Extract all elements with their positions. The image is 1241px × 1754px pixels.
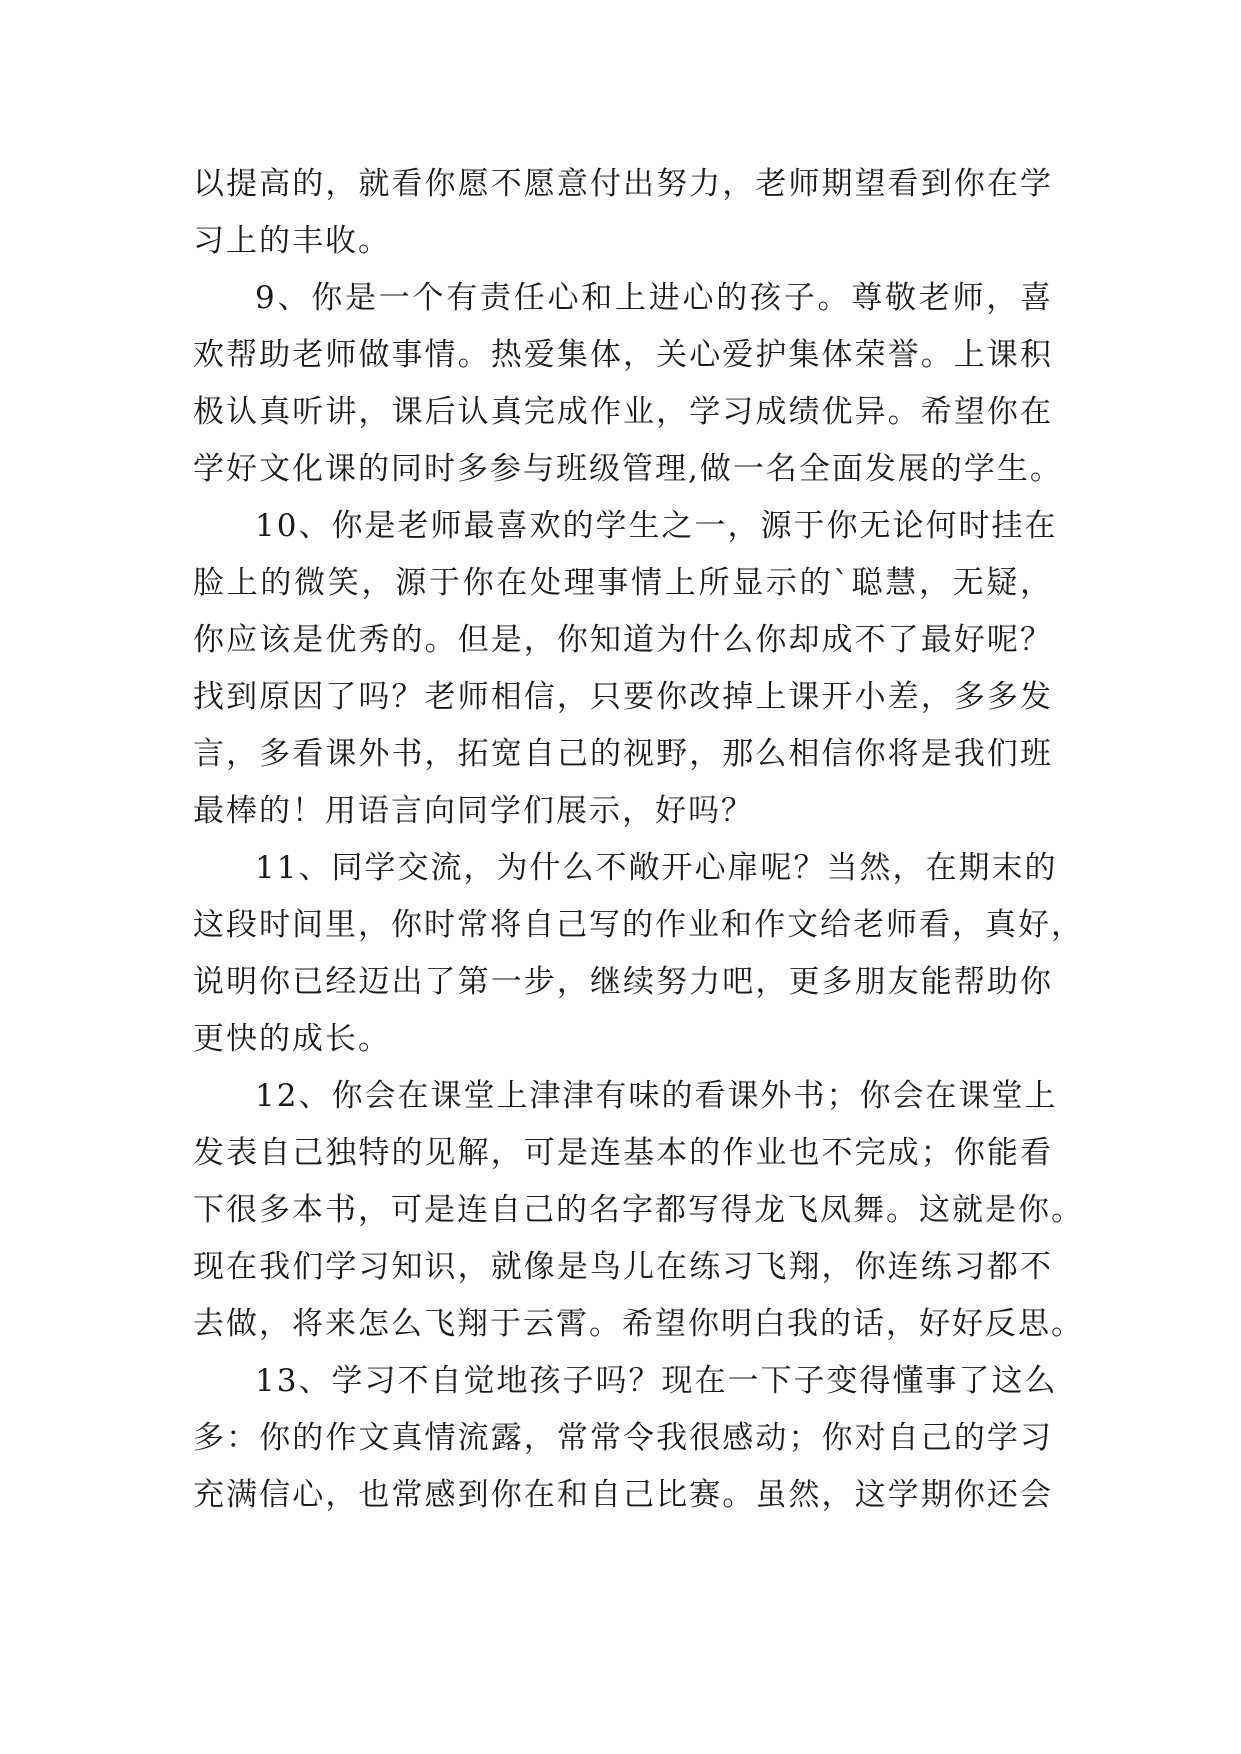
text-line: 欢帮助老师做事情。热爱集体，关心爱护集体荣誉。上课积 [193, 337, 1053, 373]
text-line: 去做，将来怎么飞翔于云霄。希望你明白我的话，好好反思。 [193, 1306, 1084, 1342]
text-line: 说明你已经迈出了第一步，继续努力吧，更多朋友能帮助你 [193, 964, 1053, 1000]
document-body [193, 156, 1084, 1524]
text-line: 学好文化课的同时多参与班级管理,做一名全面发展的学生。 [193, 451, 1063, 487]
text-line: 现在我们学习知识，就像是鸟儿在练习飞翔，你连练习都不 [193, 1249, 1053, 1285]
text-line: 最棒的！用语言向同学们展示，好吗？ [193, 793, 754, 829]
text-line: 更快的成长。 [193, 1021, 391, 1057]
text-line: 下很多本书，可是连自己的名字都写得龙飞凤舞。这就是你。 [193, 1192, 1084, 1228]
text-line: 极认真听讲，课后认真完成作业，学习成绩优异。希望你在 [193, 394, 1053, 430]
text-line: 你应该是优秀的。但是，你知道为什么你却成不了最好呢？ [193, 622, 1053, 658]
text-line: 发表自己独特的见解，可是连基本的作业也不完成；你能看 [193, 1135, 1053, 1171]
text-line: 以提高的，就看你愿不愿意付出努力，老师期望看到你在学 [193, 166, 1053, 202]
text-line: 言，多看课外书，拓宽自己的视野，那么相信你将是我们班 [193, 736, 1053, 772]
text-line: 充满信心，也常感到你在和自己比赛。虽然，这学期你还会 [193, 1477, 1053, 1513]
text-line: 13、学习不自觉地孩子吗？现在一下子变得懂事了这么 [255, 1363, 1058, 1399]
text-line: 多：你的作文真情流露，常常令我很感动；你对自己的学习 [193, 1420, 1053, 1456]
text-line: 习上的丰收。 [193, 223, 391, 259]
text-line: 11、同学交流，为什么不敞开心扉呢？当然，在期末的 [255, 850, 1058, 886]
text-line: 找到原因了吗？老师相信，只要你改掉上课开小差，多多发 [193, 679, 1053, 715]
text-line: 10、你是老师最喜欢的学生之一，源于你无论何时挂在 [255, 508, 1058, 544]
text-line: 9、你是一个有责任心和上进心的孩子。尊敬老师，喜 [255, 280, 1053, 316]
text-line: 12、你会在课堂上津津有味的看课外书；你会在课堂上 [255, 1078, 1058, 1114]
text-line: 这段时间里，你时常将自己写的作业和作文给老师看，真好， [193, 907, 1084, 943]
text-line: 脸上的微笑，源于你在处理事情上所显示的`聪慧，无疑， [193, 565, 1053, 601]
